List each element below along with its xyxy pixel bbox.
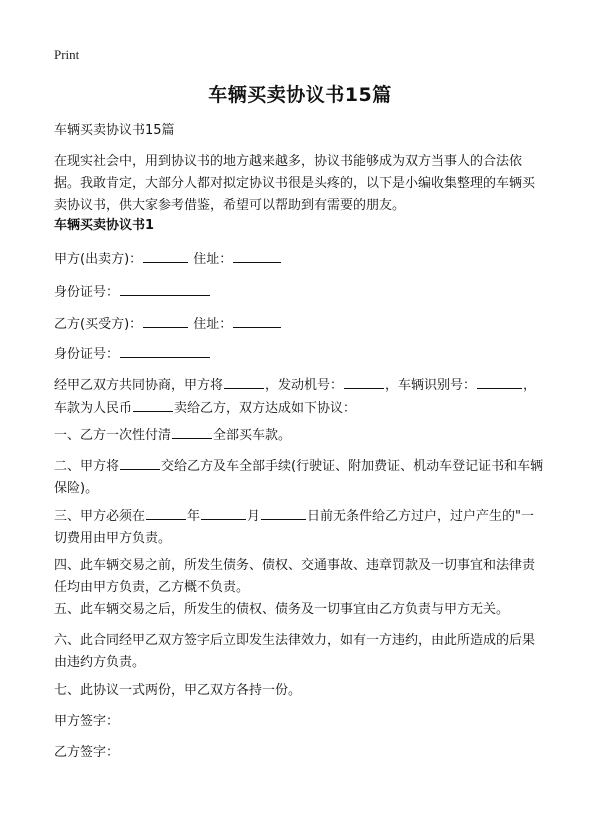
party-a-label: 甲方(出卖方)： bbox=[54, 252, 143, 267]
clause-6: 六、此合同经甲乙双方签字后立即发生法律效力，如有一方违约，由此所造成的后果由违约方负责。 bbox=[54, 633, 536, 670]
party-a-address-blank bbox=[233, 248, 281, 263]
party-a-id-blank bbox=[120, 281, 210, 296]
party-a-line bbox=[54, 248, 546, 271]
consult-text-1: 经甲乙双方共同协商，甲方将 bbox=[54, 378, 224, 393]
price-blank bbox=[133, 397, 173, 412]
party-b-id-blank bbox=[120, 343, 210, 358]
party-a-id-label: 身份证号： bbox=[54, 285, 120, 300]
party-b-id-label: 身份证号： bbox=[54, 347, 120, 362]
clause-3-year: 年 bbox=[187, 509, 201, 524]
party-a-signature: 甲方签字： bbox=[54, 714, 120, 729]
vehicle-blank bbox=[224, 374, 264, 389]
clause-7: 七、此协议一式两份，甲乙双方各持一份。 bbox=[54, 683, 302, 698]
section-heading: 车辆买卖协议书1 bbox=[54, 218, 155, 233]
delivery-blank bbox=[120, 455, 160, 470]
clause-5: 五、此车辆交易之后，所发生的债权、债务及一切事宜由乙方负责与甲方无关。 bbox=[54, 602, 510, 617]
consult-text-3: ，车辆识别号： bbox=[385, 378, 477, 393]
party-a-name-blank bbox=[143, 248, 188, 263]
party-b-line bbox=[54, 313, 546, 336]
clause-4: 四、此车辆交易之前，所发生债务、债权、交通事故、违章罚款及一切事宜和法律责任均由甲方负责，乙方概不负责。 bbox=[54, 558, 536, 595]
intro-paragraph: 在现实社会中，用到协议书的地方越来越多，协议书能够成为双方当事人的合法依据。我敢肯定，大部分人都对拟定协议书很是头疼的，以下是小编收集整理的车辆买卖协议书，供大家参考借鉴，希望可以帮助到有需要的朋友。 bbox=[54, 154, 536, 213]
consult-text-2: ，发动机号： bbox=[265, 378, 344, 393]
payment-blank bbox=[172, 424, 212, 439]
clause-3-text-1: 三、甲方必须在 bbox=[54, 509, 146, 524]
day-blank bbox=[261, 505, 306, 520]
engine-number-blank bbox=[344, 374, 384, 389]
month-blank bbox=[201, 505, 246, 520]
clause-3-text-4: 日前无条件给乙方过户，过户产生的"一切费用由甲方负责。 bbox=[54, 509, 535, 546]
clause-3-month: 月 bbox=[247, 509, 261, 524]
year-blank bbox=[146, 505, 186, 520]
party-b-id-line bbox=[54, 343, 546, 366]
document-subtitle: 车辆买卖协议书15篇 bbox=[54, 123, 175, 138]
clause-1 bbox=[54, 424, 546, 447]
party-b-address-label: 住址： bbox=[193, 317, 233, 332]
party-b-address-blank bbox=[233, 313, 281, 328]
party-a-address-label: 住址： bbox=[193, 252, 233, 267]
vin-blank bbox=[477, 374, 522, 389]
page-title: 车辆买卖协议书15篇 bbox=[208, 84, 392, 106]
consult-paragraph bbox=[54, 374, 546, 420]
party-b-name-blank bbox=[143, 313, 188, 328]
clause-3 bbox=[54, 505, 546, 550]
clause-1-text-1: 一、乙方一次性付清 bbox=[54, 428, 172, 443]
consult-text-5: 卖给乙方，双方达成如下协议： bbox=[174, 401, 357, 416]
consult-text-4: ，车款为人民币 bbox=[54, 378, 537, 416]
party-a-id-line bbox=[54, 281, 546, 304]
print-link[interactable]: Print bbox=[54, 47, 80, 62]
party-b-label: 乙方(买受方)： bbox=[54, 317, 143, 332]
party-b-signature: 乙方签字： bbox=[54, 745, 120, 760]
clause-1-text-2: 全部买车款。 bbox=[213, 428, 292, 443]
clause-2 bbox=[54, 455, 546, 500]
clause-2-text-1: 二、甲方将 bbox=[54, 459, 120, 474]
clause-2-text-2: 交给乙方及车全部手续(行驶证、附加费证、机动车登记证书和车辆保险)。 bbox=[54, 459, 544, 496]
